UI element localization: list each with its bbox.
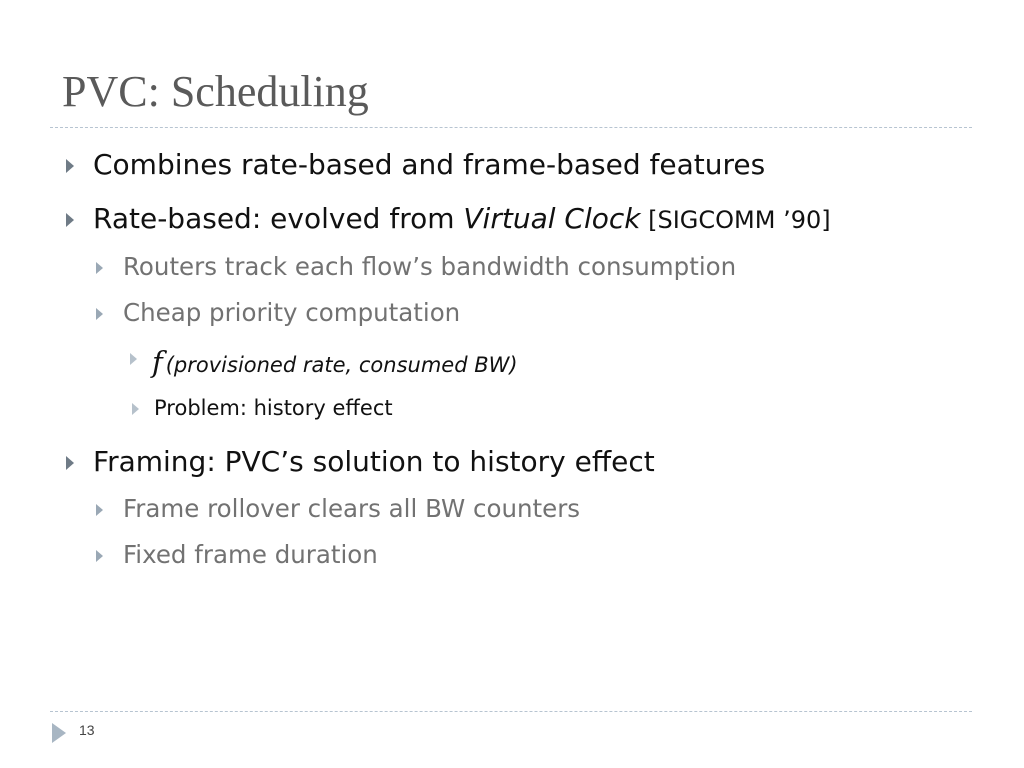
- bullet-triangle-icon: [96, 504, 103, 516]
- problem-text: Problem: history effect: [154, 396, 393, 420]
- bullet-routers-track: [123, 252, 737, 281]
- bullet-triangle-icon: [66, 159, 74, 173]
- bullet-combines: [93, 148, 766, 181]
- bullet-triangle-icon: [66, 213, 74, 227]
- framing-text: Framing: PVC’s solution to history effect: [93, 445, 655, 478]
- bullet-triangle-icon: [132, 403, 139, 415]
- bullet-rate-based: [93, 202, 831, 235]
- bullet-triangle-icon: [96, 262, 103, 274]
- bullet-problem: [154, 398, 393, 419]
- virtual-clock-emphasis: Virtual Clock: [463, 202, 641, 235]
- footer-divider: [50, 711, 972, 712]
- footer-triangle-icon: [52, 723, 66, 743]
- bullet-triangle-icon: [96, 308, 103, 320]
- bullet-framing: [93, 445, 655, 478]
- bullet-cheap-priority: [123, 298, 461, 327]
- slide-title: PVC: Scheduling: [62, 67, 369, 116]
- cheap-priority-text: Cheap priority computation: [123, 298, 461, 327]
- title-divider: [50, 127, 972, 128]
- bullet-triangle-icon: [130, 353, 137, 365]
- routers-track-text: Routers track each flow’s bandwidth consumption: [123, 252, 737, 281]
- bullet-triangle-icon: [96, 550, 103, 562]
- frame-rollover-text: Frame rollover clears all BW counters: [123, 494, 581, 523]
- bullet-fixed-duration: [123, 540, 378, 569]
- page-number: 13: [79, 722, 95, 738]
- sigcomm-citation: [SIGCOMM ’90]: [640, 206, 831, 234]
- function-symbol: f: [152, 345, 163, 379]
- function-arguments: (provisioned rate, consumed BW): [165, 353, 518, 377]
- bullet-priority-function: [152, 345, 518, 379]
- fixed-duration-text: Fixed frame duration: [123, 540, 378, 569]
- bullet-frame-rollover: [123, 494, 581, 523]
- bullet-triangle-icon: [66, 456, 74, 470]
- rate-based-prefix: Rate-based: evolved from: [93, 202, 464, 235]
- bullet-combines-text: Combines rate-based and frame-based features: [93, 148, 766, 181]
